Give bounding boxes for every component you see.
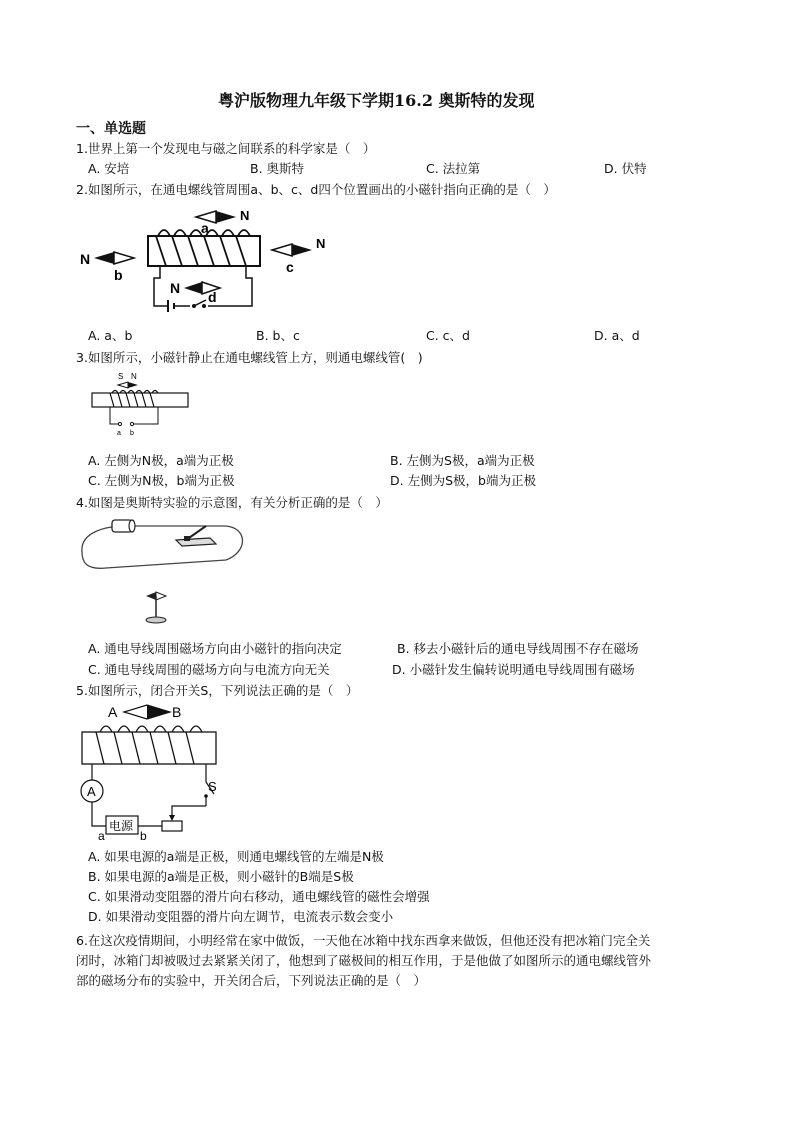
q5-option-c[interactable]: C. 如果滑动变阻器的滑片向右移动，通电螺线管的磁性会增强 [88,889,430,904]
q5-needle-end-b: B [172,704,182,720]
question-6-line-3: 部的磁场分布的实验中，开关闭合后，下列说法正确的是（ ） [76,973,427,988]
question-4-stem: 4.如图是奥斯特实验的示意图，有关分析正确的是（ ） [76,495,388,510]
q2-needle-d-n-label: N [170,280,181,296]
q4-switch [176,526,216,546]
q2-needle-b [94,252,134,264]
q4-oersted-figure [76,512,246,628]
question-3-stem: 3.如图所示，小磁针静止在通电螺线管上方，则通电螺线管( ) [76,350,423,365]
q5-rheostat [162,821,182,831]
q3-option-d[interactable]: D. 左侧为S极，b端为正极 [390,473,536,488]
q1-option-d[interactable]: D. 伏特 [604,161,647,176]
q2-option-d[interactable]: D. a、d [594,328,640,343]
q2-needle-c [272,244,312,256]
q5-power-label: 电源 [109,819,134,833]
question-1-stem: 1.世界上第一个发现电与磁之间联系的科学家是（ ） [76,141,376,156]
q3-option-b[interactable]: B. 左侧为S极，a端为正极 [390,453,535,468]
q5-switch-label: S [208,779,217,794]
q5-terminal-a: a [98,829,105,843]
question-5-stem: 5.如图所示，闭合开关S，下列说法正确的是（ ） [76,683,359,698]
q3-needle-s-label: S [118,372,124,381]
q3-terminal-a: a [117,430,121,437]
q2-label-c: c [286,259,294,275]
page-title: 粤沪版物理九年级下学期16.2 奥斯特的发现 [218,91,535,110]
q5-terminal-b: b [140,829,147,843]
q4-option-c[interactable]: C. 通电导线周围的磁场方向与电流方向无关 [88,662,330,677]
q4-option-a[interactable]: A. 通电导线周围磁场方向由小磁针的指向决定 [88,641,342,656]
q2-solenoid-figure [70,200,340,320]
q2-option-c[interactable]: C. c、d [426,328,470,343]
q4-option-b[interactable]: B. 移去小磁针后的通电导线周围不存在磁场 [397,641,639,656]
q3-needle [118,382,138,388]
section-heading: 一、单选题 [76,121,146,137]
q5-option-b[interactable]: B. 如果电源的a端是正极，则小磁针的B端是S极 [88,869,354,884]
q5-circuit-figure [76,702,226,844]
q2-needle-c-n-label: N [316,236,326,251]
q3-needle-n-label: N [131,372,137,381]
q5-option-a[interactable]: A. 如果电源的a端是正极，则通电螺线管的左端是N极 [88,849,384,864]
q2-label-d: d [208,289,217,305]
q1-option-c[interactable]: C. 法拉第 [426,161,481,176]
q5-needle-end-a: A [108,704,118,720]
q3-option-c[interactable]: C. 左侧为N极，b端为正极 [88,473,235,488]
q1-option-b[interactable]: B. 奥斯特 [250,161,305,176]
q4-compass-needle [146,592,166,623]
q3-solenoid-figure [88,368,198,440]
q5-option-d[interactable]: D. 如果滑动变阻器的滑片向左调节，电流表示数会变小 [88,909,394,924]
q1-option-a[interactable]: A. 安培 [88,161,130,176]
question-2-stem: 2.如图所示，在通电螺线管周围a、b、c、d四个位置画出的小磁针指向正确的是（ ） [76,182,556,197]
q3-terminal-b: b [130,430,134,437]
q2-label-b: b [114,267,123,283]
q5-needle [124,705,170,719]
q3-option-a[interactable]: A. 左侧为N极，a端为正极 [88,453,234,468]
q2-option-a[interactable]: A. a、b [88,328,133,343]
q2-needle-b-n-label: N [80,251,91,267]
q4-option-d[interactable]: D. 小磁针发生偏转说明通电导线周围有磁场 [392,662,635,677]
question-6-line-1: 6.在这次疫情期间，小明经常在家中做饭，一天他在冰箱中找东西拿来做饭，但他还没有把冰箱门完全关 [76,933,651,948]
q4-battery [112,520,135,532]
question-6-line-2: 闭时，冰箱门却被吸过去紧紧关闭了，他想到了磁极间的相互作用，于是他做了如图所示的通电螺线管外 [76,953,652,968]
q5-ammeter-label: A [87,784,96,799]
q2-needle-a-n-label: N [240,208,250,223]
q2-option-b[interactable]: B. b、c [256,328,300,343]
q2-label-a: a [201,220,209,236]
